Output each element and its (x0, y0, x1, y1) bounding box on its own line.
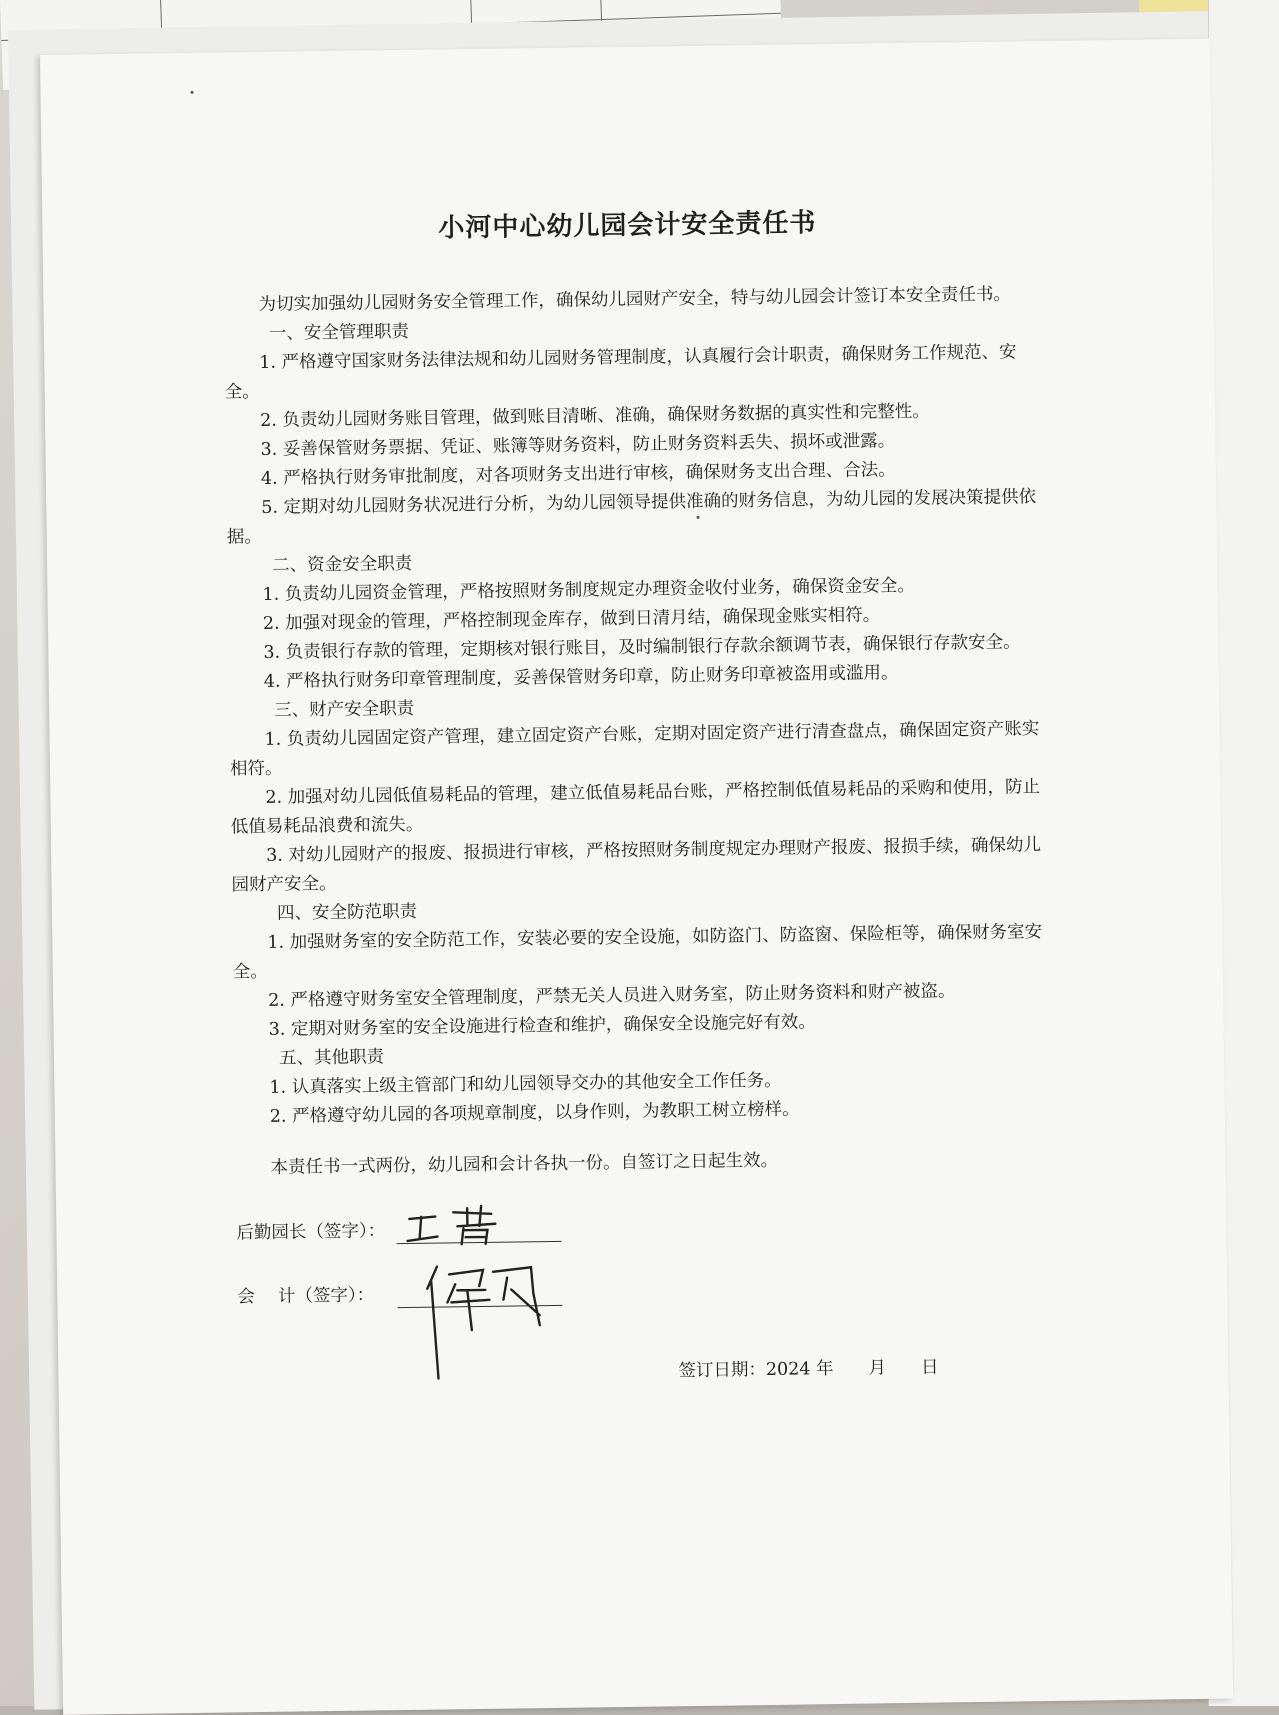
section-item: 1. 负责幼儿园资金管理，严格按照财务制度规定办理资金收付业务，确保资金安全。 (262, 575, 915, 605)
section-heading: 一、安全管理职责 (268, 321, 410, 344)
paper-speck (191, 91, 194, 94)
section-item: 2. 加强对幼儿园低值易耗品的管理，建立低值易耗品台账，严格控制低值易耗品的采购和使用，防止低值易耗品浪费和流失。 (230, 777, 1041, 838)
signing-date-row (238, 1352, 1048, 1403)
section-item: 1. 加强财务室的安全防范工作，安装必要的安全设施，如防盗门、防盗窗、保险柜等，确保财务室安全。 (232, 922, 1043, 983)
section-heading: 三、财产安全职责 (274, 698, 415, 721)
section-item: 2. 加强对现金的管理，严格控制现金库存，做到日清月结，确保现金账实相符。 (262, 605, 881, 634)
document-body (222, 199, 1049, 1403)
section-item: 1. 负责幼儿园固定资产管理，建立固定资产台账，定期对固定资产进行清查盘点，确保固定资产账实相符。 (229, 719, 1040, 780)
section-item: 4. 严格执行财务印章管理制度，妥善保管财务印章，防止财务印章被盗用或滥用。 (263, 663, 899, 692)
section-item: 1. 认真落实上级主管部门和幼儿园领导交办的其他安全工作任务。 (269, 1070, 782, 1098)
section-item: 3. 负责银行存款的管理，定期核对银行账目，及时编制银行存款余额调节表，确保银行存款安全。 (263, 632, 1021, 663)
section-item: 3. 定期对财务室的安全设施进行检查和维护，确保安全设施完好有效。 (268, 1012, 816, 1040)
closing-paragraph: 本责任书一式两份，幼儿园和会计各执一份。自签订之日起生效。 (270, 1150, 779, 1178)
section-item: 2. 严格遵守财务室安全管理制度，严禁无关人员进入财务室，防止财务资料和财产被盗。 (268, 981, 956, 1011)
signing-date: 签订日期：2024 年 月 日 (678, 1357, 939, 1382)
section-item: 1. 严格遵守国家财务法律法规和幼儿园财务管理制度，认真履行会计职责，确保财务工作规范、安全。 (224, 342, 1017, 403)
intro-paragraph: 为切实加强幼儿园财务安全管理工作，确保幼儿园财产安全，特与幼儿园会计签订本安全责任书。 (258, 284, 1012, 315)
document-title: 小河中心幼儿园会计安全责任书 (438, 208, 817, 244)
accountant-signature-row (237, 1252, 1048, 1341)
section-heading: 五、其他职责 (278, 1047, 385, 1069)
section-heading: 二、资金安全职责 (272, 553, 413, 576)
section-heading: 四、安全防范职责 (276, 901, 418, 924)
accountant-signature-label: 会 计（签字）： (237, 1285, 375, 1308)
document-page (40, 39, 1233, 1715)
section-item: 3. 对幼儿园财产的报废、报损进行审核，严格按照财务制度规定办理财产报废、报损手续，确保幼儿园财产安全。 (231, 835, 1042, 896)
section-item: 2. 负责幼儿园财务账目管理，做到账目清晰、准确，确保财务数据的真实性和完整性。 (259, 401, 930, 431)
section-item: 5. 定期对幼儿园财务状况进行分析，为幼儿园领导提供准确的财务信息，为幼儿园的发展决策提供依据。 (226, 487, 1037, 548)
director-handwritten-signature (401, 1203, 522, 1249)
section-item: 4. 严格执行财务审批制度，对各项财务支出进行审核，确保财务支出合理、合法。 (260, 460, 896, 489)
director-signature-label: 后勤园长（签字）： (236, 1221, 386, 1244)
sections-container (224, 309, 1045, 1132)
section-item: 2. 严格遵守幼儿园的各项规章制度，以身作则，为教职工树立榜样。 (269, 1099, 800, 1127)
section-item: 3. 妥善保管财务票据、凭证、账簿等财务资料，防止财务资料丢失、损坏或泄露。 (260, 431, 896, 460)
